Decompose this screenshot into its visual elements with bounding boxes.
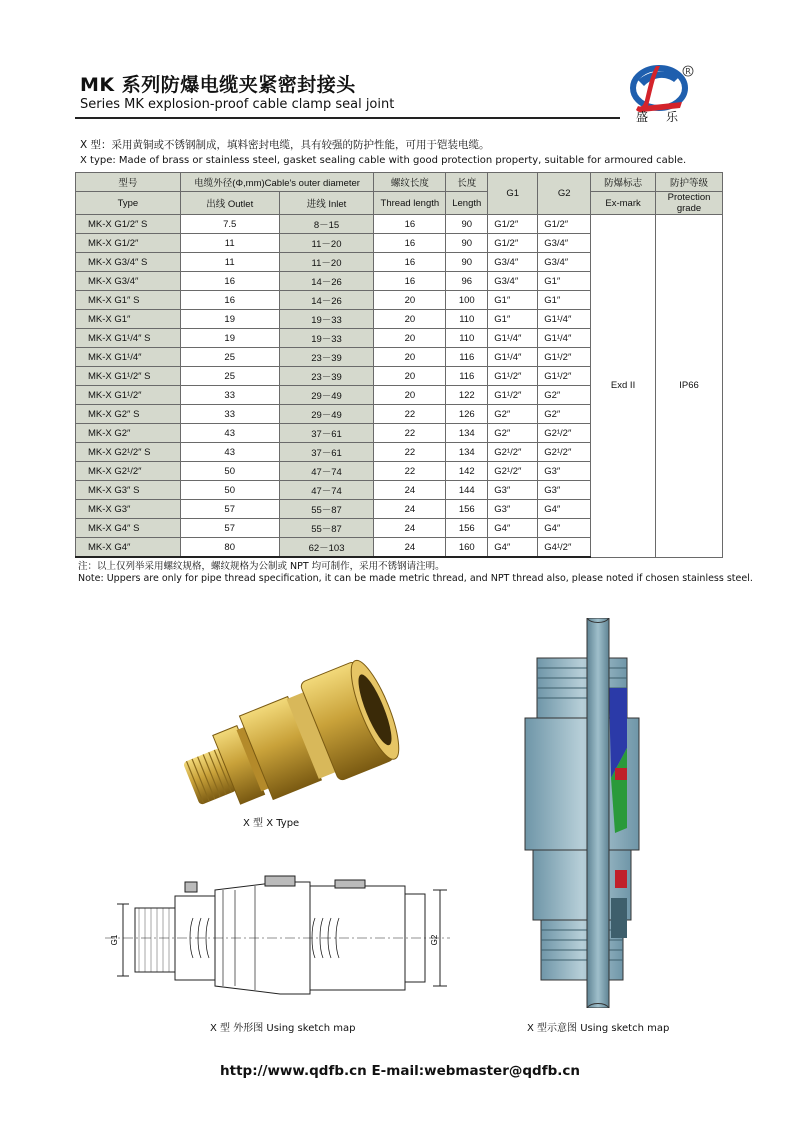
- cell-type: MK-X G2″ S: [76, 405, 181, 424]
- cell-outlet: 33: [180, 386, 279, 405]
- cell-g1: G3/4″: [488, 272, 538, 291]
- cell-length: 116: [446, 348, 488, 367]
- cell-g1: G1/2″: [488, 215, 538, 234]
- spec-table: [75, 172, 723, 558]
- cell-outlet: 25: [180, 348, 279, 367]
- cell-g1: G1¹/4″: [488, 348, 538, 367]
- header-inlet: 进线 Inlet: [279, 192, 374, 215]
- cell-length: 156: [446, 500, 488, 519]
- cell-g1: G2¹/2″: [488, 462, 538, 481]
- cell-type: MK-X G3″: [76, 500, 181, 519]
- cell-outlet: 80: [180, 538, 279, 558]
- header-grade-cn: 防护等级: [656, 173, 723, 192]
- cell-type: MK-X G1/2″ S: [76, 215, 181, 234]
- title-divider: [75, 117, 620, 119]
- cell-thread: 16: [374, 253, 446, 272]
- header-length-en: Length: [446, 192, 488, 215]
- cell-g2: G3/4″: [538, 234, 591, 253]
- header-exmark-cn: 防爆标志: [591, 173, 656, 192]
- cell-outlet: 33: [180, 405, 279, 424]
- cell-g1: G3″: [488, 481, 538, 500]
- header-exmark-en: Ex-mark: [591, 192, 656, 215]
- header-thread-cn: 螺纹长度: [374, 173, 446, 192]
- cell-type: MK-X G3″ S: [76, 481, 181, 500]
- cell-g2: G2¹/2″: [538, 443, 591, 462]
- page-title: MK 系列防爆电缆夹紧密封接头: [80, 74, 356, 96]
- cell-g2: G1¹/2″: [538, 367, 591, 386]
- cell-g1: G2″: [488, 405, 538, 424]
- cell-inlet: 55－87: [279, 500, 374, 519]
- cell-inlet: 19－33: [279, 329, 374, 348]
- cell-type: MK-X G1¹/2″: [76, 386, 181, 405]
- cell-g2: G1″: [538, 291, 591, 310]
- cell-type: MK-X G3/4″ S: [76, 253, 181, 272]
- cell-inlet: 29－49: [279, 405, 374, 424]
- cell-outlet: 19: [180, 310, 279, 329]
- logo-registered-mark: R: [685, 67, 691, 76]
- cell-thread: 16: [374, 215, 446, 234]
- cell-outlet: 43: [180, 424, 279, 443]
- cell-inlet: 14－26: [279, 291, 374, 310]
- cell-type: MK-X G1¹/4″: [76, 348, 181, 367]
- cell-outlet: 57: [180, 500, 279, 519]
- cell-inlet: 14－26: [279, 272, 374, 291]
- cell-length: 96: [446, 272, 488, 291]
- cell-thread: 20: [374, 348, 446, 367]
- cell-g2: G1/2″: [538, 215, 591, 234]
- cell-outlet: 57: [180, 519, 279, 538]
- cell-length: 126: [446, 405, 488, 424]
- cell-thread: 22: [374, 405, 446, 424]
- cell-g1: G1¹/4″: [488, 329, 538, 348]
- cell-g1: G3/4″: [488, 253, 538, 272]
- cell-outlet: 50: [180, 481, 279, 500]
- cell-type: MK-X G4″: [76, 538, 181, 558]
- cell-g2: G1¹/4″: [538, 329, 591, 348]
- cell-inlet: 47－74: [279, 481, 374, 500]
- header-diameter: 电缆外径(Φ,mm)Cable's outer diameter: [180, 173, 374, 192]
- cell-g1: G4″: [488, 519, 538, 538]
- cell-length: 122: [446, 386, 488, 405]
- cell-thread: 24: [374, 500, 446, 519]
- cell-length: 134: [446, 443, 488, 462]
- description-en: X type: Made of brass or stainless steel, gasket sealing cable with good protection property, suitable for armoured cable.: [80, 155, 687, 166]
- cell-inlet: 23－39: [279, 348, 374, 367]
- table-row: [76, 215, 723, 234]
- cell-type: MK-X G2″: [76, 424, 181, 443]
- cell-type: MK-X G1¹/4″ S: [76, 329, 181, 348]
- cell-thread: 24: [374, 538, 446, 558]
- cell-g1: G1/2″: [488, 234, 538, 253]
- cell-length: 100: [446, 291, 488, 310]
- caption-photo: X 型 X Type: [243, 818, 300, 829]
- cell-type: MK-X G2¹/2″ S: [76, 443, 181, 462]
- header-length-cn: 长度: [446, 173, 488, 192]
- cell-g2: G3/4″: [538, 253, 591, 272]
- cell-length: 142: [446, 462, 488, 481]
- cell-inlet: 11－20: [279, 234, 374, 253]
- cell-inlet: 47－74: [279, 462, 374, 481]
- cell-g1: G2¹/2″: [488, 443, 538, 462]
- cell-g2: G3″: [538, 481, 591, 500]
- cell-inlet: 23－39: [279, 367, 374, 386]
- cell-length: 110: [446, 329, 488, 348]
- cell-g2: G1¹/4″: [538, 310, 591, 329]
- brass-gland-photo: [170, 650, 400, 810]
- cell-thread: 20: [374, 386, 446, 405]
- note-cn: 注：以上仅列举采用螺纹规格，螺纹规格为公制或 NPT 均可制作，采用不锈钢请注明。: [78, 561, 445, 572]
- header-g1: G1: [488, 173, 538, 215]
- cell-length: 116: [446, 367, 488, 386]
- cell-length: 90: [446, 234, 488, 253]
- cell-g1: G3″: [488, 500, 538, 519]
- cell-g1: G1¹/2″: [488, 386, 538, 405]
- cell-g2: G3″: [538, 462, 591, 481]
- cell-thread: 24: [374, 519, 446, 538]
- cell-grade: IP66: [656, 215, 723, 558]
- cell-g1: G4″: [488, 538, 538, 558]
- cell-thread: 20: [374, 310, 446, 329]
- cell-thread: 16: [374, 234, 446, 253]
- cell-type: MK-X G4″ S: [76, 519, 181, 538]
- cell-inlet: 62－103: [279, 538, 374, 558]
- cell-outlet: 11: [180, 234, 279, 253]
- label-g2: G2: [430, 934, 439, 946]
- cell-inlet: 37－61: [279, 443, 374, 462]
- cell-thread: 22: [374, 424, 446, 443]
- page-subtitle: Series MK explosion-proof cable clamp seal joint: [80, 97, 395, 112]
- header-thread-en: Thread length: [374, 192, 446, 215]
- caption-outline: X 型 外形图 Using sketch map: [210, 1023, 356, 1034]
- cell-type: MK-X G1/2″: [76, 234, 181, 253]
- cell-g2: G1¹/2″: [538, 348, 591, 367]
- cell-thread: 24: [374, 481, 446, 500]
- cell-thread: 22: [374, 443, 446, 462]
- cell-outlet: 16: [180, 291, 279, 310]
- cell-g2: G2″: [538, 405, 591, 424]
- cell-length: 110: [446, 310, 488, 329]
- cell-g2: G4″: [538, 519, 591, 538]
- footer-contact: http://www.qdfb.cn E-mail:webmaster@qdfb.cn: [220, 1063, 580, 1079]
- cell-g2: G2″: [538, 386, 591, 405]
- cell-outlet: 50: [180, 462, 279, 481]
- cell-thread: 20: [374, 291, 446, 310]
- header-grade-en: Protection grade: [656, 192, 723, 215]
- header-type-en: Type: [76, 192, 181, 215]
- cell-length: 144: [446, 481, 488, 500]
- cell-g1: G1¹/2″: [488, 367, 538, 386]
- note-en: Note: Uppers are only for pipe thread specification, it can be made metric thread, and NPT thread also, please noted if chosen stainless steel.: [78, 573, 753, 584]
- cell-thread: 22: [374, 462, 446, 481]
- cell-inlet: 55－87: [279, 519, 374, 538]
- cell-type: MK-X G1″: [76, 310, 181, 329]
- cell-g1: G2″: [488, 424, 538, 443]
- cell-thread: 16: [374, 272, 446, 291]
- cell-inlet: 19－33: [279, 310, 374, 329]
- cell-inlet: 11－20: [279, 253, 374, 272]
- cell-thread: 20: [374, 367, 446, 386]
- header-outlet: 出线 Outlet: [180, 192, 279, 215]
- cell-g1: G1″: [488, 291, 538, 310]
- cell-type: MK-X G2¹/2″: [76, 462, 181, 481]
- cell-type: MK-X G1¹/2″ S: [76, 367, 181, 386]
- label-g1: G1: [110, 934, 119, 946]
- cell-length: 156: [446, 519, 488, 538]
- brand-name: 盛乐: [636, 110, 697, 124]
- cell-inlet: 29－49: [279, 386, 374, 405]
- cell-length: 90: [446, 253, 488, 272]
- cell-outlet: 16: [180, 272, 279, 291]
- cell-g2: G4″: [538, 500, 591, 519]
- cell-type: MK-X G1″ S: [76, 291, 181, 310]
- cell-length: 134: [446, 424, 488, 443]
- header-g2: G2: [538, 173, 591, 215]
- cell-length: 90: [446, 215, 488, 234]
- cell-outlet: 11: [180, 253, 279, 272]
- outline-drawing: [105, 868, 450, 1008]
- cell-g1: G1″: [488, 310, 538, 329]
- cell-g2: G2¹/2″: [538, 424, 591, 443]
- cell-outlet: 19: [180, 329, 279, 348]
- cell-exmark: Exd II: [591, 215, 656, 558]
- cell-inlet: 37－61: [279, 424, 374, 443]
- cell-outlet: 7.5: [180, 215, 279, 234]
- cell-type: MK-X G3/4″: [76, 272, 181, 291]
- caption-section: X 型示意图 Using sketch map: [527, 1023, 670, 1034]
- cell-outlet: 25: [180, 367, 279, 386]
- cell-thread: 20: [374, 329, 446, 348]
- cell-length: 160: [446, 538, 488, 558]
- cell-g2: G4¹/2″: [538, 538, 591, 558]
- cell-outlet: 43: [180, 443, 279, 462]
- cell-g2: G1″: [538, 272, 591, 291]
- section-drawing: [515, 618, 650, 1008]
- header-type-cn: 型号: [76, 173, 181, 192]
- cell-inlet: 8－15: [279, 215, 374, 234]
- description-cn: X 型：采用黄铜或不锈钢制成，填料密封电缆，具有较强的防护性能，可用于铠装电缆。: [80, 139, 490, 151]
